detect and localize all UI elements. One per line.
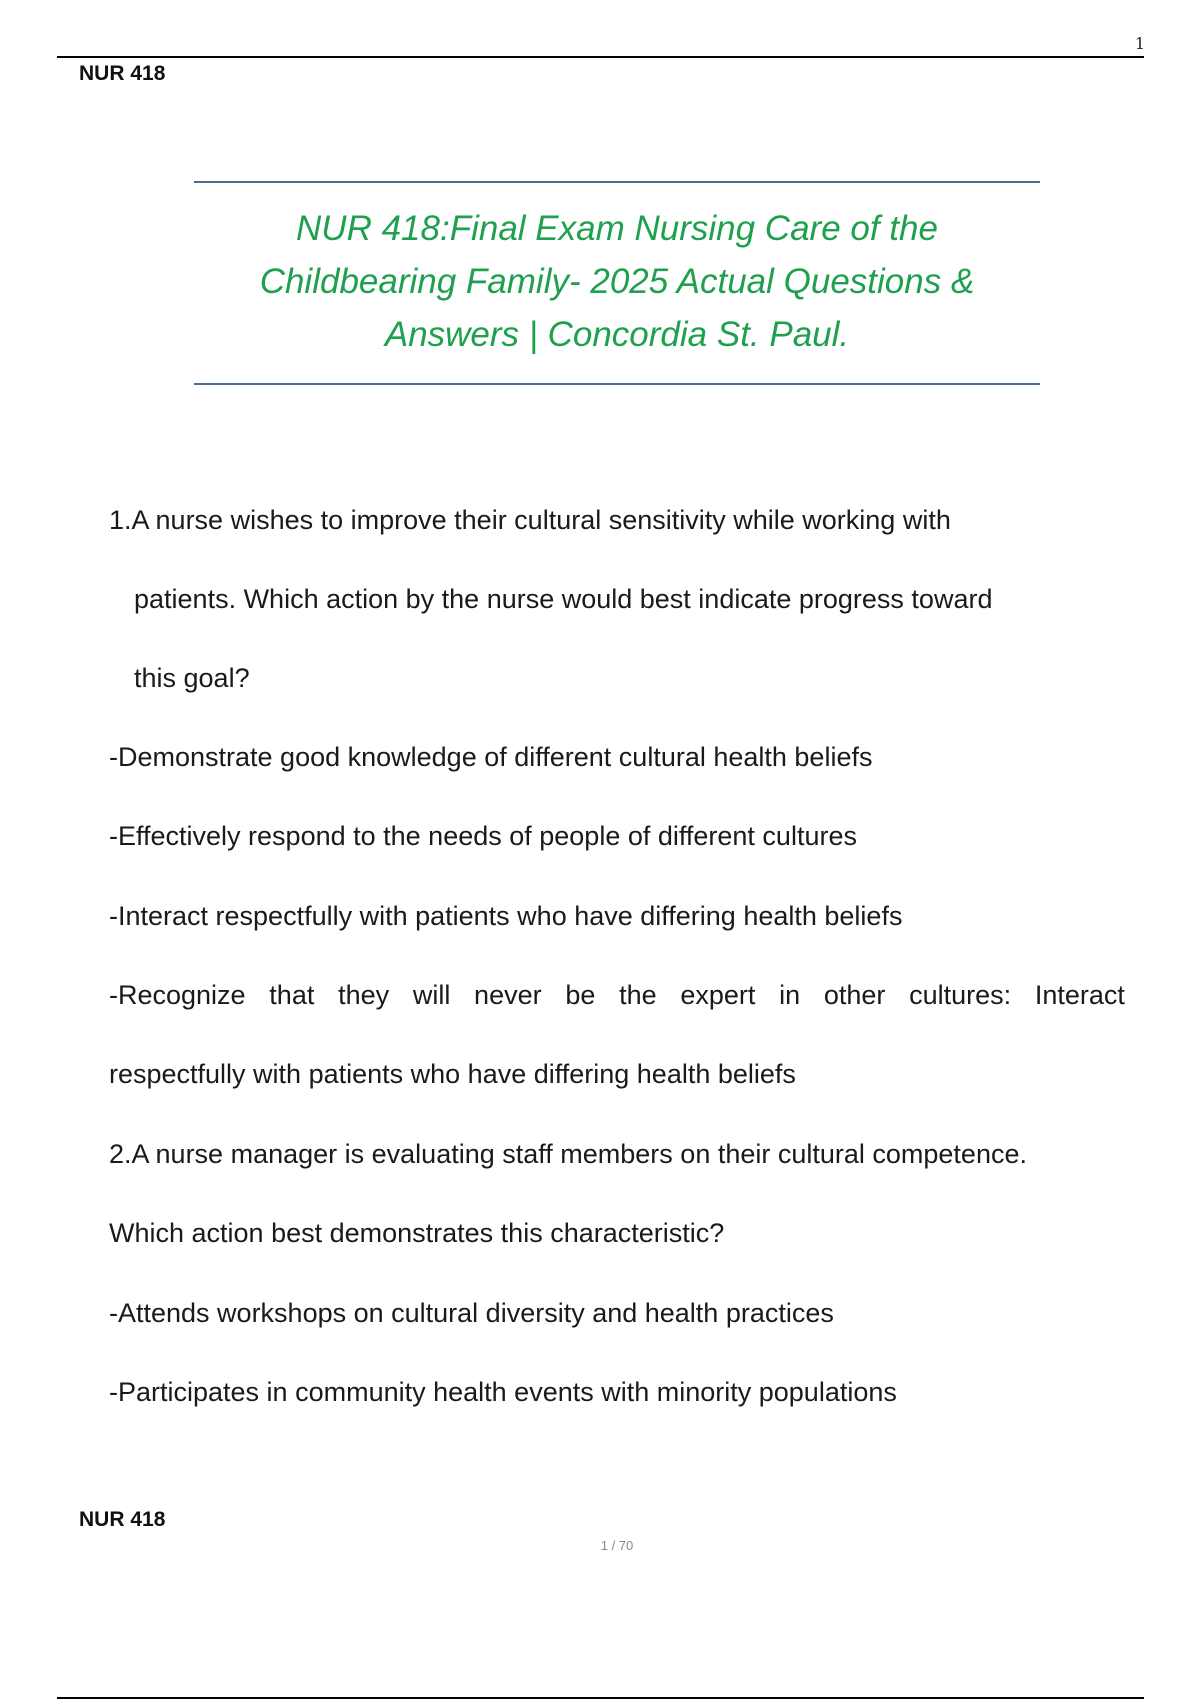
title-line-1: NUR 418:Final Exam Nursing Care of the [296,209,938,248]
word: the [619,980,657,1010]
question-2-stem-line-1: 2.A nurse manager is evaluating staff members on their cultural competence. [109,1139,1027,1169]
title-line-3: Answers | Concordia St. Paul. [384,315,850,354]
question-1-option-3: -Interact respectfully with patients who have differing health beliefs [109,901,903,931]
header-divider [57,56,1144,58]
word: never [474,980,542,1010]
question-1-option-2: -Effectively respond to the needs of people of different cultures [109,821,857,851]
word: in [779,980,801,1010]
question-1-option-1: -Demonstrate good knowledge of different cultural health beliefs [109,742,873,772]
page-indicator: 1 / 70 [600,1538,634,1553]
question-1-option-4-line-1 [109,977,1125,1013]
question-2-option-2: -Participates in community health events with minority populations [109,1377,897,1407]
document-title [194,202,1040,361]
word: other [823,980,886,1010]
word: cultures: [909,980,1012,1010]
title-rule-bottom [194,383,1040,385]
word: expert [680,980,756,1010]
word: Interact [1034,980,1125,1010]
title-line-2: Childbearing Family- 2025 Actual Questions & [259,262,975,301]
word: will [412,980,451,1010]
question-1-option-4-line-2: respectfully with patients who have differing health beliefs [109,1059,796,1089]
word: be [565,980,596,1010]
page-number: 1 [1134,34,1145,53]
word: -Recognize [109,980,246,1010]
question-2-option-1: -Attends workshops on cultural diversity and health practices [109,1298,834,1328]
question-1-stem-line-3: this goal? [134,663,250,693]
word: that [269,980,315,1010]
title-rule-top [194,181,1040,183]
question-2-stem-line-2: Which action best demonstrates this characteristic? [109,1218,725,1248]
question-1-stem-line-2: patients. Which action by the nurse would best indicate progress toward [134,584,993,614]
word: they [338,980,390,1010]
footer-course-label: NUR 418 [79,1508,166,1531]
question-1-stem-line-1: 1.A nurse wishes to improve their cultural sensitivity while working with [109,505,951,535]
footer-divider [57,1697,1144,1699]
header-course-label: NUR 418 [79,62,166,85]
